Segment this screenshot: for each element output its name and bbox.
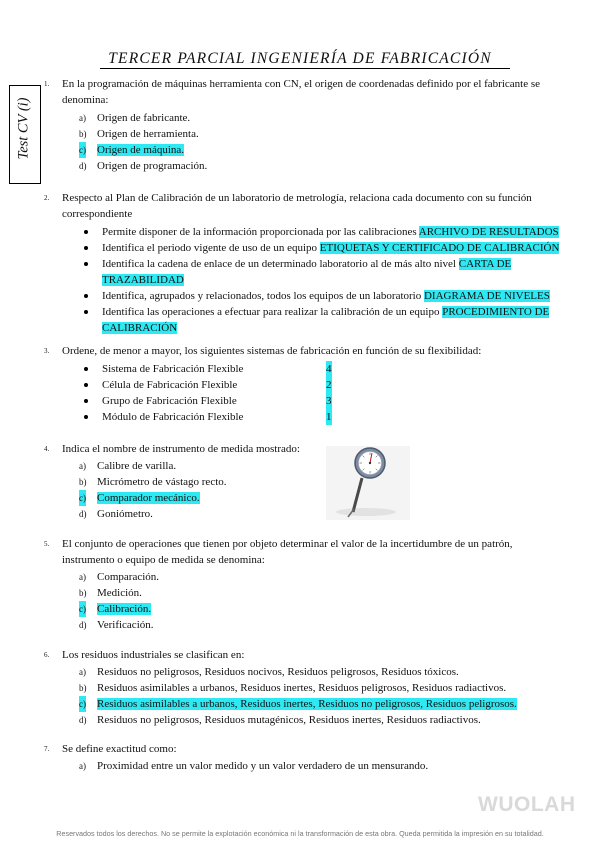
option-d: d) Origen de programación. [79, 160, 208, 172]
match-item: Identifica el periodo vigente de uso de un equipo ETIQUETAS Y CERTIFICADO DE CALIBRACIÓN [84, 240, 564, 256]
wuolah-logo: WUOLAH [478, 793, 576, 816]
page-title: TERCER PARCIAL INGENIERÍA DE FABRICACIÓN [108, 50, 492, 67]
question-text: Respecto al Plan de Calibración de un laboratorio de metrología, relaciona cada documento con su función correspondiente [62, 192, 532, 220]
question-number: 3. [44, 347, 50, 355]
question-7 [44, 741, 564, 774]
rank-value: 4 [326, 363, 332, 375]
dial-indicator-image [326, 446, 410, 520]
question-text: Ordene, de menor a mayor, los siguientes sistemas de fabricación en función de su flexibilidad: [62, 345, 482, 357]
title-underline [100, 68, 510, 69]
option-c-correct: c) Calibración. [79, 603, 152, 615]
question-text: El conjunto de operaciones que tienen por objeto determinar el valor de la incertidumbre de un patrón, instrumento o equipo de medida se denomina: [62, 538, 513, 566]
question-number: 4. [44, 445, 50, 453]
option-b: b) Origen de herramienta. [79, 128, 199, 140]
option-d: d) Goniómetro. [79, 508, 153, 520]
question-number: 1. [44, 80, 50, 88]
rank-value: 2 [326, 379, 332, 391]
option-c-correct: c) Comparador mecánico. [79, 492, 200, 504]
rank-value: 3 [326, 395, 332, 407]
rank-item: Módulo de Fabricación Flexible 1 [84, 409, 564, 425]
option-c-correct: c) Residuos asimilables a urbanos, Residuos inertes, Residuos no peligrosos, Residuos peligrosos. [79, 698, 517, 710]
option-d: d) Verificación. [79, 619, 154, 631]
rank-item: Célula de Fabricación Flexible 2 [84, 377, 564, 393]
question-4 [44, 441, 564, 522]
rank-item: Grupo de Fabricación Flexible 3 [84, 393, 564, 409]
shadow [336, 508, 396, 516]
question-5 [44, 536, 564, 633]
question-3 [44, 343, 564, 425]
option-b: b) Residuos asimilables a urbanos, Residuos inertes, Residuos peligrosos, Residuos radiactivos. [79, 682, 507, 694]
question-6 [44, 647, 564, 728]
match-item: Identifica, agrupados y relacionados, todos los equipos de un laboratorio DIAGRAMA DE NIVELES [84, 288, 564, 304]
question-number: 5. [44, 540, 50, 548]
option-b: b) Medición. [79, 587, 142, 599]
question-text: En la programación de máquinas herramienta con CN, el origen de coordenadas definido por el fabricante se denomina: [62, 78, 541, 106]
question-number: 7. [44, 745, 50, 753]
option-d: d) Residuos no peligrosos, Residuos mutagénicos, Residuos inertes, Residuos radiactivos. [79, 714, 481, 726]
option-c-correct: c) Origen de máquina. [79, 144, 185, 156]
option-a: a) Residuos no peligrosos, Residuos nocivos, Residuos peligrosos, Residuos tóxicos. [79, 666, 459, 678]
question-1 [44, 76, 564, 174]
side-label: Test CV (i) [15, 97, 32, 160]
copyright-footer: Reservados todos los derechos. No se permite la explotación económica ni la transformación de esta obra. Queda permitida la impresión en su totalidad. [56, 829, 544, 838]
match-item: Identifica las operaciones a efectuar para realizar la calibración de un equipo PROCEDIMIENTO DE CALIBRACIÓN [84, 304, 564, 336]
question-2 [44, 190, 564, 336]
question-text: Indica el nombre de instrumento de medida mostrado: [62, 443, 300, 455]
question-number: 2. [44, 194, 50, 202]
question-text: Se define exactitud como: [62, 743, 177, 755]
option-a: a) Comparación. [79, 571, 160, 583]
option-a: a) Proximidad entre un valor medido y un valor verdadero de un mensurando. [79, 760, 429, 772]
rank-value: 1 [326, 411, 332, 423]
match-item: Permite disponer de la información proporcionada por las calibraciones ARCHIVO DE RESULTADOS [84, 224, 564, 240]
question-text: Los residuos industriales se clasifican en: [62, 649, 245, 661]
match-item: Identifica la cadena de enlace de un determinado laboratorio al de más alto nivel CARTA DE TRAZABILIDAD [84, 256, 564, 288]
needle-hub [369, 462, 371, 464]
side-label-box [9, 85, 41, 184]
option-a: a) Calibre de varilla. [79, 460, 177, 472]
option-a: a) Origen de fabricante. [79, 112, 191, 124]
rank-item: Sistema de Fabricación Flexible 4 [84, 361, 564, 377]
question-number: 6. [44, 651, 50, 659]
option-b: b) Micrómetro de vástago recto. [79, 476, 227, 488]
